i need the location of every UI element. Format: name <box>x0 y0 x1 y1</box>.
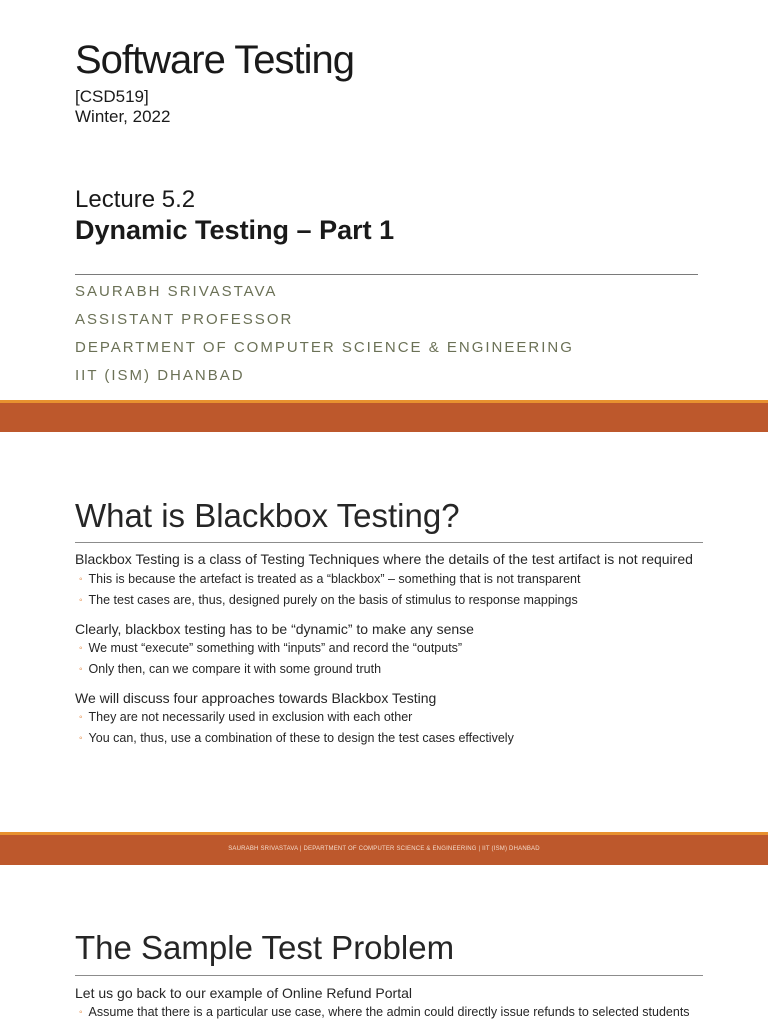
slide1-title: Software Testing <box>75 38 354 82</box>
author-position: ASSISTANT PROFESSOR <box>75 311 294 328</box>
slide3-title: The Sample Test Problem <box>75 929 455 966</box>
lecture-subtitle: Dynamic Testing – Part 1 <box>75 215 395 245</box>
bullet-text: We must “execute” something with “inputs” and record the “outputs” <box>88 641 463 655</box>
slide3-title-divider <box>75 975 703 976</box>
course-term: Winter, 2022 <box>75 107 171 126</box>
bullet-icon: ◦ <box>79 595 83 606</box>
bullet-text: Assume that there is a particular use case, where the admin could directly issue refunds to selected students <box>88 1005 690 1019</box>
bullet-text: They are not necessarily used in exclusion with each other <box>88 710 413 724</box>
bullet-item <box>79 662 381 676</box>
paragraph: We will discuss four approaches towards Blackbox Testing <box>75 690 437 706</box>
bullet-text: You can, thus, use a combination of these to design the test cases effectively <box>88 731 514 745</box>
bullet-item <box>79 641 462 655</box>
bullet-text: The test cases are, thus, designed purely on the basis of stimulus to response mappings <box>88 593 578 607</box>
author-department: DEPARTMENT OF COMPUTER SCIENCE & ENGINEERING <box>75 339 574 356</box>
bullet-item <box>79 710 412 724</box>
separator-band <box>0 403 768 432</box>
bullet-icon: ◦ <box>79 1007 83 1018</box>
bullet-icon: ◦ <box>79 643 83 654</box>
bullet-item <box>79 1005 690 1019</box>
bullet-icon: ◦ <box>79 712 83 723</box>
paragraph: Let us go back to our example of Online Refund Portal <box>75 985 412 1001</box>
author-institute: IIT (ISM) DHANBAD <box>75 367 245 384</box>
bullet-text: This is because the artefact is treated as a “blackbox” – something that is not transparent <box>88 572 581 586</box>
slide2-title: What is Blackbox Testing? <box>75 497 460 534</box>
slide2-title-divider <box>75 542 703 543</box>
bullet-item <box>79 572 580 586</box>
bullet-item <box>79 593 578 607</box>
bullet-text: Only then, can we compare it with some ground truth <box>88 662 382 676</box>
paragraph: Clearly, blackbox testing has to be “dynamic” to make any sense <box>75 621 474 637</box>
lecture-number: Lecture 5.2 <box>75 186 196 213</box>
title-divider <box>75 274 698 275</box>
paragraph: Blackbox Testing is a class of Testing Techniques where the details of the test artifact is not required <box>75 551 693 567</box>
bullet-icon: ◦ <box>79 574 83 585</box>
bullet-icon: ◦ <box>79 664 83 675</box>
course-code: [CSD519] <box>75 87 149 106</box>
bullet-item <box>79 731 514 745</box>
author-name: SAURABH SRIVASTAVA <box>75 283 278 300</box>
bullet-icon: ◦ <box>79 733 83 744</box>
slide-footer: SAURABH SRIVASTAVA | DEPARTMENT OF COMPUTER SCIENCE & ENGINEERING | IIT (ISM) DHANBAD <box>228 846 540 852</box>
